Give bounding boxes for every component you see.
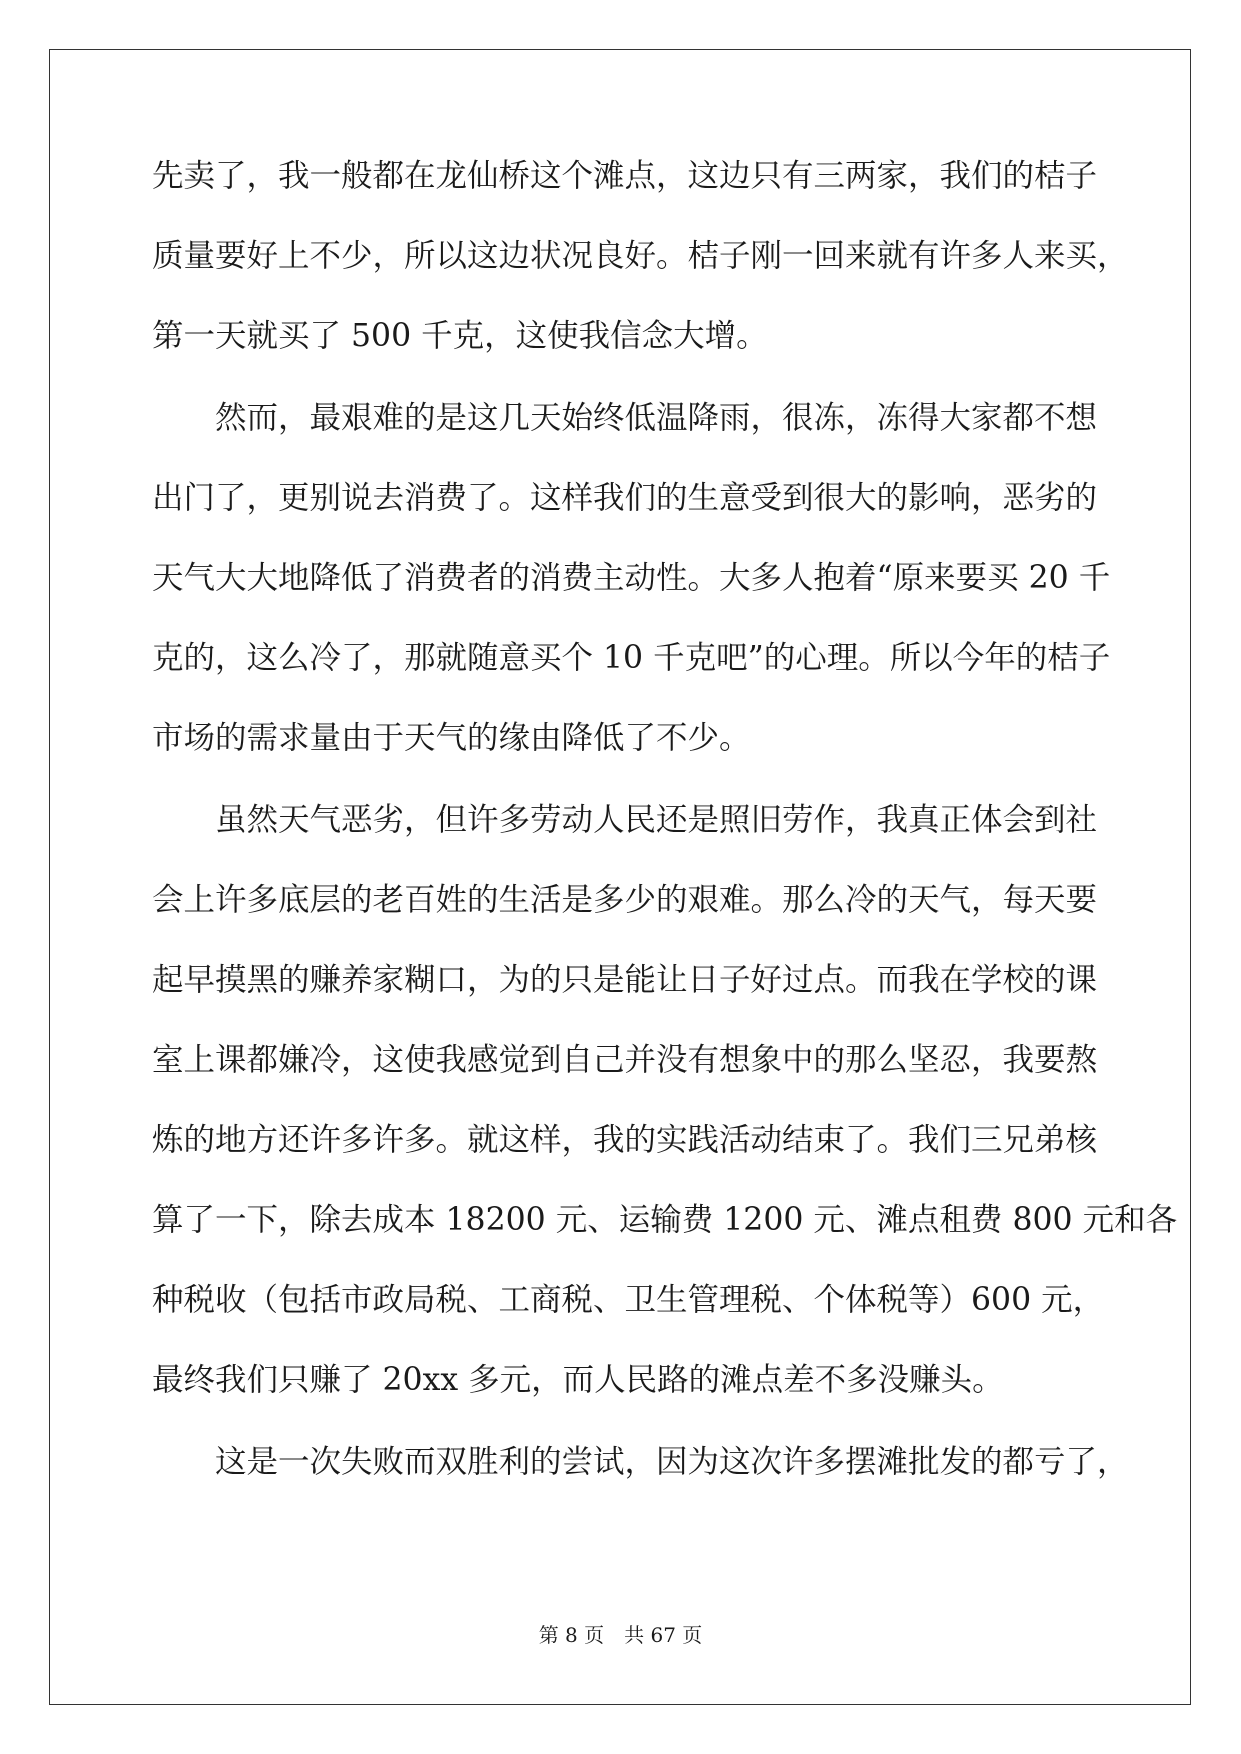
paragraph-line: 第一天就买了 500 千克，这使我信念大增。 <box>152 318 768 354</box>
page-number-footer: 第 8 页 共 67 页 <box>538 1623 703 1647</box>
paragraph-line: 算了一下，除去成本 18200 元、运输费 1200 元、滩点租费 800 元和各 <box>152 1202 1178 1238</box>
paragraph-line: 克的，这么冷了，那就随意买个 10 千克吧”的心理。所以今年的桔子 <box>152 640 1111 676</box>
paragraph-line: 然而，最艰难的是这几天始终低温降雨，很冻，冻得大家都不想 <box>152 400 1098 436</box>
paragraph-line: 市场的需求量由于天气的缘由降低了不少。 <box>152 720 751 756</box>
paragraph-line: 室上课都嫌冷，这使我感觉到自己并没有想象中的那么坚忍，我要熬 <box>152 1042 1098 1078</box>
paragraph-line: 这是一次失败而双胜利的尝试，因为这次许多摆滩批发的都亏了， <box>152 1444 1129 1480</box>
paragraph-line: 虽然天气恶劣，但许多劳动人民还是照旧劳作，我真正体会到社 <box>152 802 1098 838</box>
paragraph-line: 炼的地方还许多许多。就这样，我的实践活动结束了。我们三兄弟核 <box>152 1122 1098 1158</box>
paragraph-line: 起早摸黑的赚养家糊口，为的只是能让日子好过点。而我在学校的课 <box>152 962 1098 998</box>
paragraph-line: 最终我们只赚了 20xx 多元，而人民路的滩点差不多没赚头。 <box>152 1362 1004 1398</box>
paragraph-line: 种税收（包括市政局税、工商税、卫生管理税、个体税等）600 元， <box>152 1282 1105 1318</box>
paragraph-line: 质量要好上不少，所以这边状况良好。桔子刚一回来就有许多人来买， <box>152 238 1129 274</box>
paragraph-line: 会上许多底层的老百姓的生活是多少的艰难。那么冷的天气，每天要 <box>152 882 1098 918</box>
paragraph-line: 出门了，更别说去消费了。这样我们的生意受到很大的影响，恶劣的 <box>152 480 1098 516</box>
paragraph-line: 天气大大地降低了消费者的消费主动性。大多人抱着“原来要买 20 千 <box>152 560 1111 596</box>
paragraph-line: 先卖了，我一般都在龙仙桥这个滩点，这边只有三两家，我们的桔子 <box>152 158 1098 194</box>
